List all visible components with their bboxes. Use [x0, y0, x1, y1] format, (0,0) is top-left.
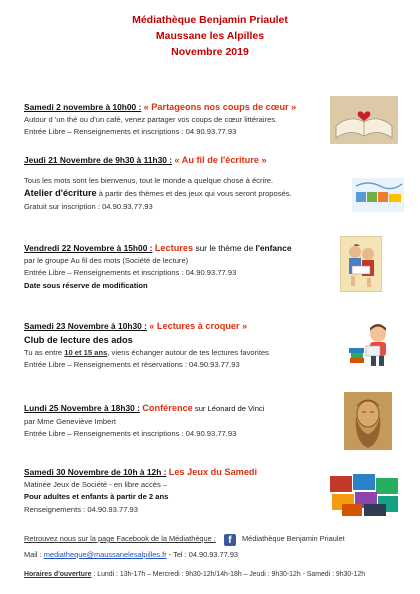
phone-number: - Tel : 04.90.93.77.93	[166, 550, 239, 559]
library-name: Médiathèque Benjamin Priaulet	[132, 14, 288, 26]
event-contact: Entrée Libre – Renseignements et inscriptions : 04.90.93.77.93	[24, 127, 237, 136]
teen-reading-image	[346, 320, 396, 370]
age-suffix: , viens échanger autour de tes lectures favorites	[107, 347, 269, 357]
age-prefix: Tu as entre	[24, 347, 65, 357]
hours-text: : Lundi : 13h-17h – Mercredi : 9h30-12h/14h-18h – Jeudi : 9h30-12h - Samedi : 9h30-12h	[91, 571, 366, 578]
event-atelier-ecriture	[24, 154, 292, 213]
facebook-page-name[interactable]: Médiathèque Benjamin Priaulet	[242, 534, 345, 543]
event-subtitle: Club de lecture des ados	[24, 334, 133, 345]
event-title: Conférence	[142, 403, 193, 413]
event-theme: l'enfance	[255, 243, 292, 253]
event-date: Lundi 25 Novembre à 18h30 :	[24, 403, 140, 413]
event-title: « Partageons nos coups de cœur »	[143, 102, 297, 112]
event-coups-de-coeur	[24, 101, 296, 139]
event-description: Tous les mots sont les bienvenus, tout le monde a quelque chose à écrire.	[24, 175, 274, 185]
event-date: Samedi 2 novembre à 10h00 :	[24, 102, 142, 112]
event-contact: Entrée Libre – Renseignements et réservations : 04.90.93.77.93	[24, 360, 240, 369]
event-description: Autour d 'un thé ou d'un café, venez partager vos coups de cœur littéraires.	[24, 114, 278, 124]
event-description	[24, 347, 269, 360]
contact-line	[24, 549, 238, 561]
event-heading	[24, 320, 269, 333]
event-highlight-rest: à partir des thèmes et des jeux qui vous seront proposés.	[96, 189, 292, 198]
facebook-icon[interactable]: f	[224, 534, 236, 546]
children-reading-image	[340, 236, 382, 292]
event-theme-label: sur le thème de	[193, 243, 256, 253]
writing-workshop-image	[352, 178, 404, 212]
board-games-image	[328, 470, 400, 518]
event-description: par le groupe Au fil des mots (Société de lecture)	[24, 255, 189, 265]
facebook-text: Retrouvez nous sur la page Facebook de la Médiathèque :	[24, 534, 216, 543]
event-note: Date sous réserve de modification	[24, 280, 148, 290]
event-date: Vendredi 22 Novembre à 15h00 :	[24, 243, 153, 253]
event-title: Lectures	[154, 243, 194, 253]
mail-link[interactable]: mediatheque@maussanelesalpilles.fr	[43, 550, 167, 559]
event-heading	[24, 466, 257, 479]
event-title: « Lectures à croquer »	[149, 321, 248, 331]
open-book-image	[330, 96, 398, 144]
mail-label: Mail :	[24, 550, 42, 559]
opening-hours	[24, 569, 365, 581]
facebook-line	[24, 533, 345, 546]
event-audience: Pour adultes et enfants à partir de 2 ans	[24, 492, 169, 501]
event-jeux-du-samedi	[24, 466, 257, 516]
leonardo-portrait-image	[344, 392, 392, 450]
event-contact: Renseignements : 04.90.93.77.93	[24, 504, 138, 514]
event-title: « Au fil de l'écriture »	[174, 155, 267, 165]
event-date: Samedi 23 Novembre à 10h30 :	[24, 321, 147, 331]
event-heading	[24, 402, 264, 416]
event-lectures-a-croquer	[24, 320, 269, 372]
event-lectures-enfance	[24, 242, 292, 292]
poster-header	[0, 12, 420, 60]
event-date: Samedi 30 Novembre de 10h à 12h :	[24, 467, 167, 477]
event-heading	[24, 242, 292, 255]
town-name: Maussane les Alpilles	[155, 30, 265, 42]
event-contact: Entrée Libre – Renseignements et inscriptions : 04.90.93.77.93	[24, 429, 237, 438]
event-contact: Gratuit sur inscription : 04.90.93.77.93	[24, 201, 153, 211]
event-speaker: par Mme Geneviève Imbert	[24, 416, 117, 426]
event-contact: Entrée Libre – Renseignements et inscriptions : 04.90.93.77.93	[24, 268, 237, 277]
event-highlight: Atelier d'écriture	[24, 188, 97, 198]
event-date: Jeudi 21 Novembre de 9h30 à 11h30 :	[24, 155, 173, 165]
event-heading	[24, 154, 292, 167]
event-conference	[24, 402, 264, 441]
event-heading	[24, 101, 296, 114]
event-details	[24, 187, 292, 201]
hours-label: Horaires d'ouverture	[24, 571, 92, 578]
month-title: Novembre 2019	[171, 46, 249, 58]
event-description: Matinée Jeux de Société - en libre accès –	[24, 479, 168, 489]
event-topic: sur Léonard de Vinci	[192, 404, 265, 413]
age-range: 10 et 15 ans	[64, 347, 108, 357]
event-title: Les Jeux du Samedi	[168, 467, 258, 477]
